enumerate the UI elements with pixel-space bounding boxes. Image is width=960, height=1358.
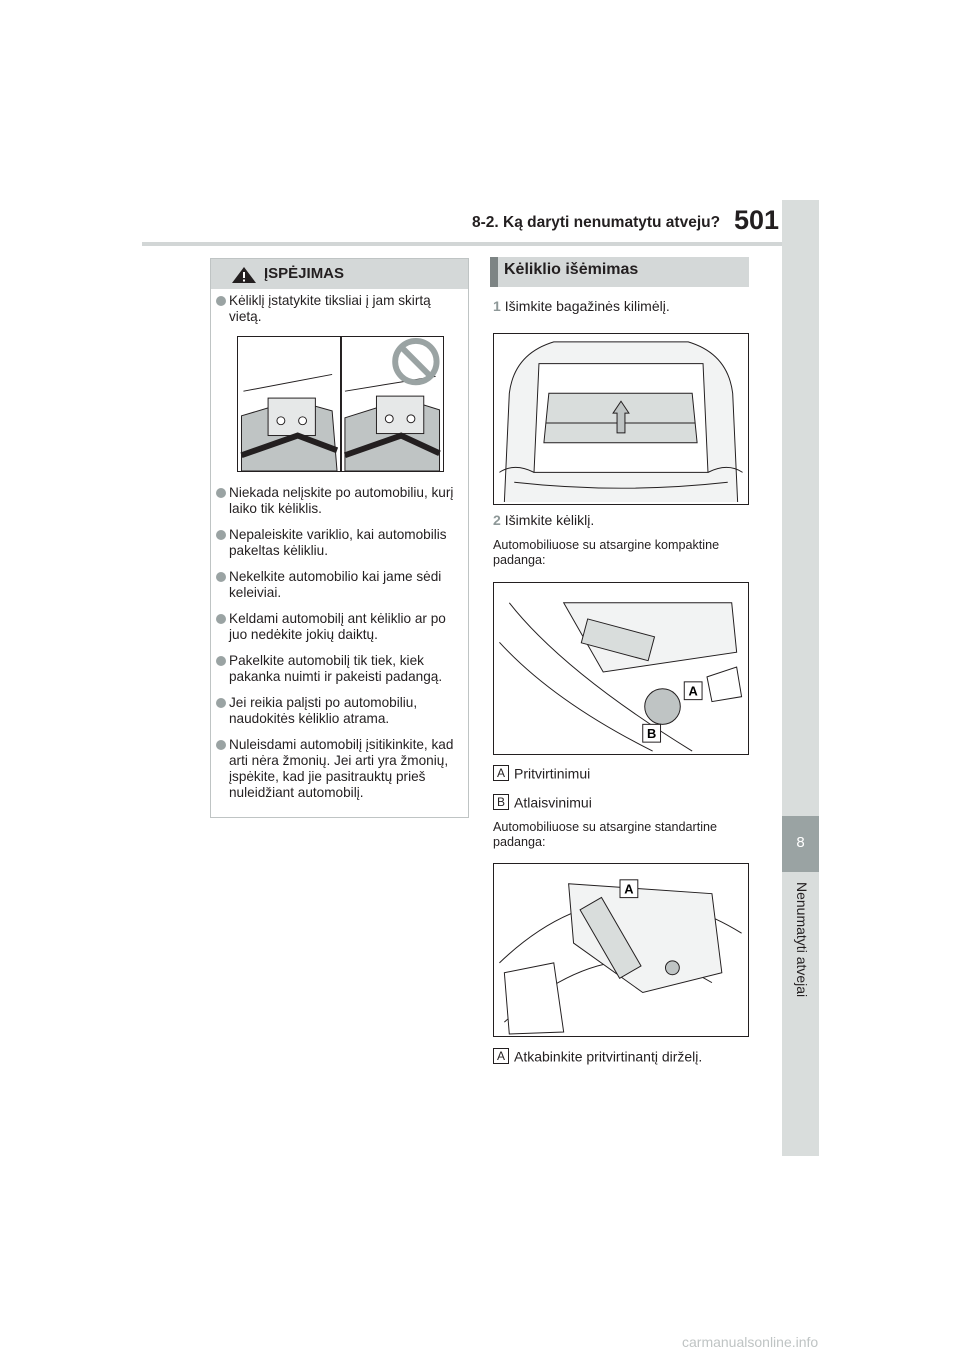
callout-b-compact: B Atlaisvinimui: [493, 793, 592, 811]
callout-a-standard: A Atkabinkite pritvirtinantį dirželį.: [493, 1047, 702, 1065]
section-heading: [490, 257, 749, 287]
bullet-icon: [216, 614, 226, 624]
bullet-icon: [216, 530, 226, 540]
warning-item: Nekelkite automobilio kai jame sėdi keleiviai.: [213, 569, 463, 601]
chapter-number: 8: [796, 834, 805, 851]
warning-item: Nepaleiskite variklio, kai automobilis pakeltas kėlikliu.: [213, 527, 463, 559]
section-title: Kėliklio išėmimas: [504, 261, 639, 278]
warning-header: [211, 259, 468, 289]
callout-a-compact: A Pritvirtinimui: [493, 764, 590, 782]
trunk-mat-figure: [493, 333, 749, 505]
warning-item: Niekada nelįskite po automobiliu, kurį laiko tik kėliklis.: [213, 485, 463, 517]
note-standard-spare: Automobiliuose su atsargine standartine padanga:: [493, 820, 718, 849]
header-rule: [142, 242, 782, 246]
warning-item: Pakelkite automobilį tik tiek, kiek pakanka nuimti ir pakeisti padangą.: [213, 653, 463, 685]
compact-spare-jack-figure: [493, 582, 749, 755]
step-2: 2 Išimkite kėliklį.: [493, 512, 595, 528]
figure-label-a: A: [688, 683, 698, 699]
warning-item: Jei reikia palįsti po automobiliu, naudokitės kėliklio atrama.: [213, 695, 463, 727]
bullet-icon: [216, 656, 226, 666]
warning-item: Kėliklį įstatykite tiksliai į jam skirtą vietą.: [213, 293, 463, 325]
note-compact-spare: Automobiliuose su atsargine kompaktine padanga:: [493, 538, 720, 567]
warning-item: Nuleisdami automobilį įsitikinkite, kad arti nėra žmonių. Jei arti yra žmonių, įspėkite, kad jie pasitrauktų prieš nuleidžiant automobilį.: [213, 737, 463, 801]
bullet-icon: [216, 296, 226, 306]
step-1: 1 Išimkite bagažinės kilimėlį.: [493, 298, 670, 314]
section-header-title: 8-2. Ką daryti nenumatytu atveju?: [472, 214, 721, 231]
bullet-icon: [216, 698, 226, 708]
warning-title: ĮSPĖJIMAS: [264, 265, 345, 282]
figure-label-b: B: [647, 726, 657, 742]
page-number: 501: [734, 205, 780, 235]
chapter-label: Nenumatyti atvejai: [794, 882, 810, 998]
warning-item: Keldami automobilį ant kėliklio ar po juo nedėkite jokių daiktų.: [213, 611, 463, 643]
section-heading-bar: [490, 257, 498, 287]
bullet-icon: [216, 740, 226, 750]
standard-spare-jack-figure: [493, 863, 749, 1037]
warning-triangle-icon: [231, 266, 257, 284]
figure-label-a: A: [624, 881, 634, 897]
bullet-icon: [216, 572, 226, 582]
jack-placement-figure: [237, 336, 444, 472]
footer-watermark: carmanualsonline.info: [682, 1334, 819, 1350]
bullet-icon: [216, 488, 226, 498]
warning-box: [210, 258, 469, 818]
